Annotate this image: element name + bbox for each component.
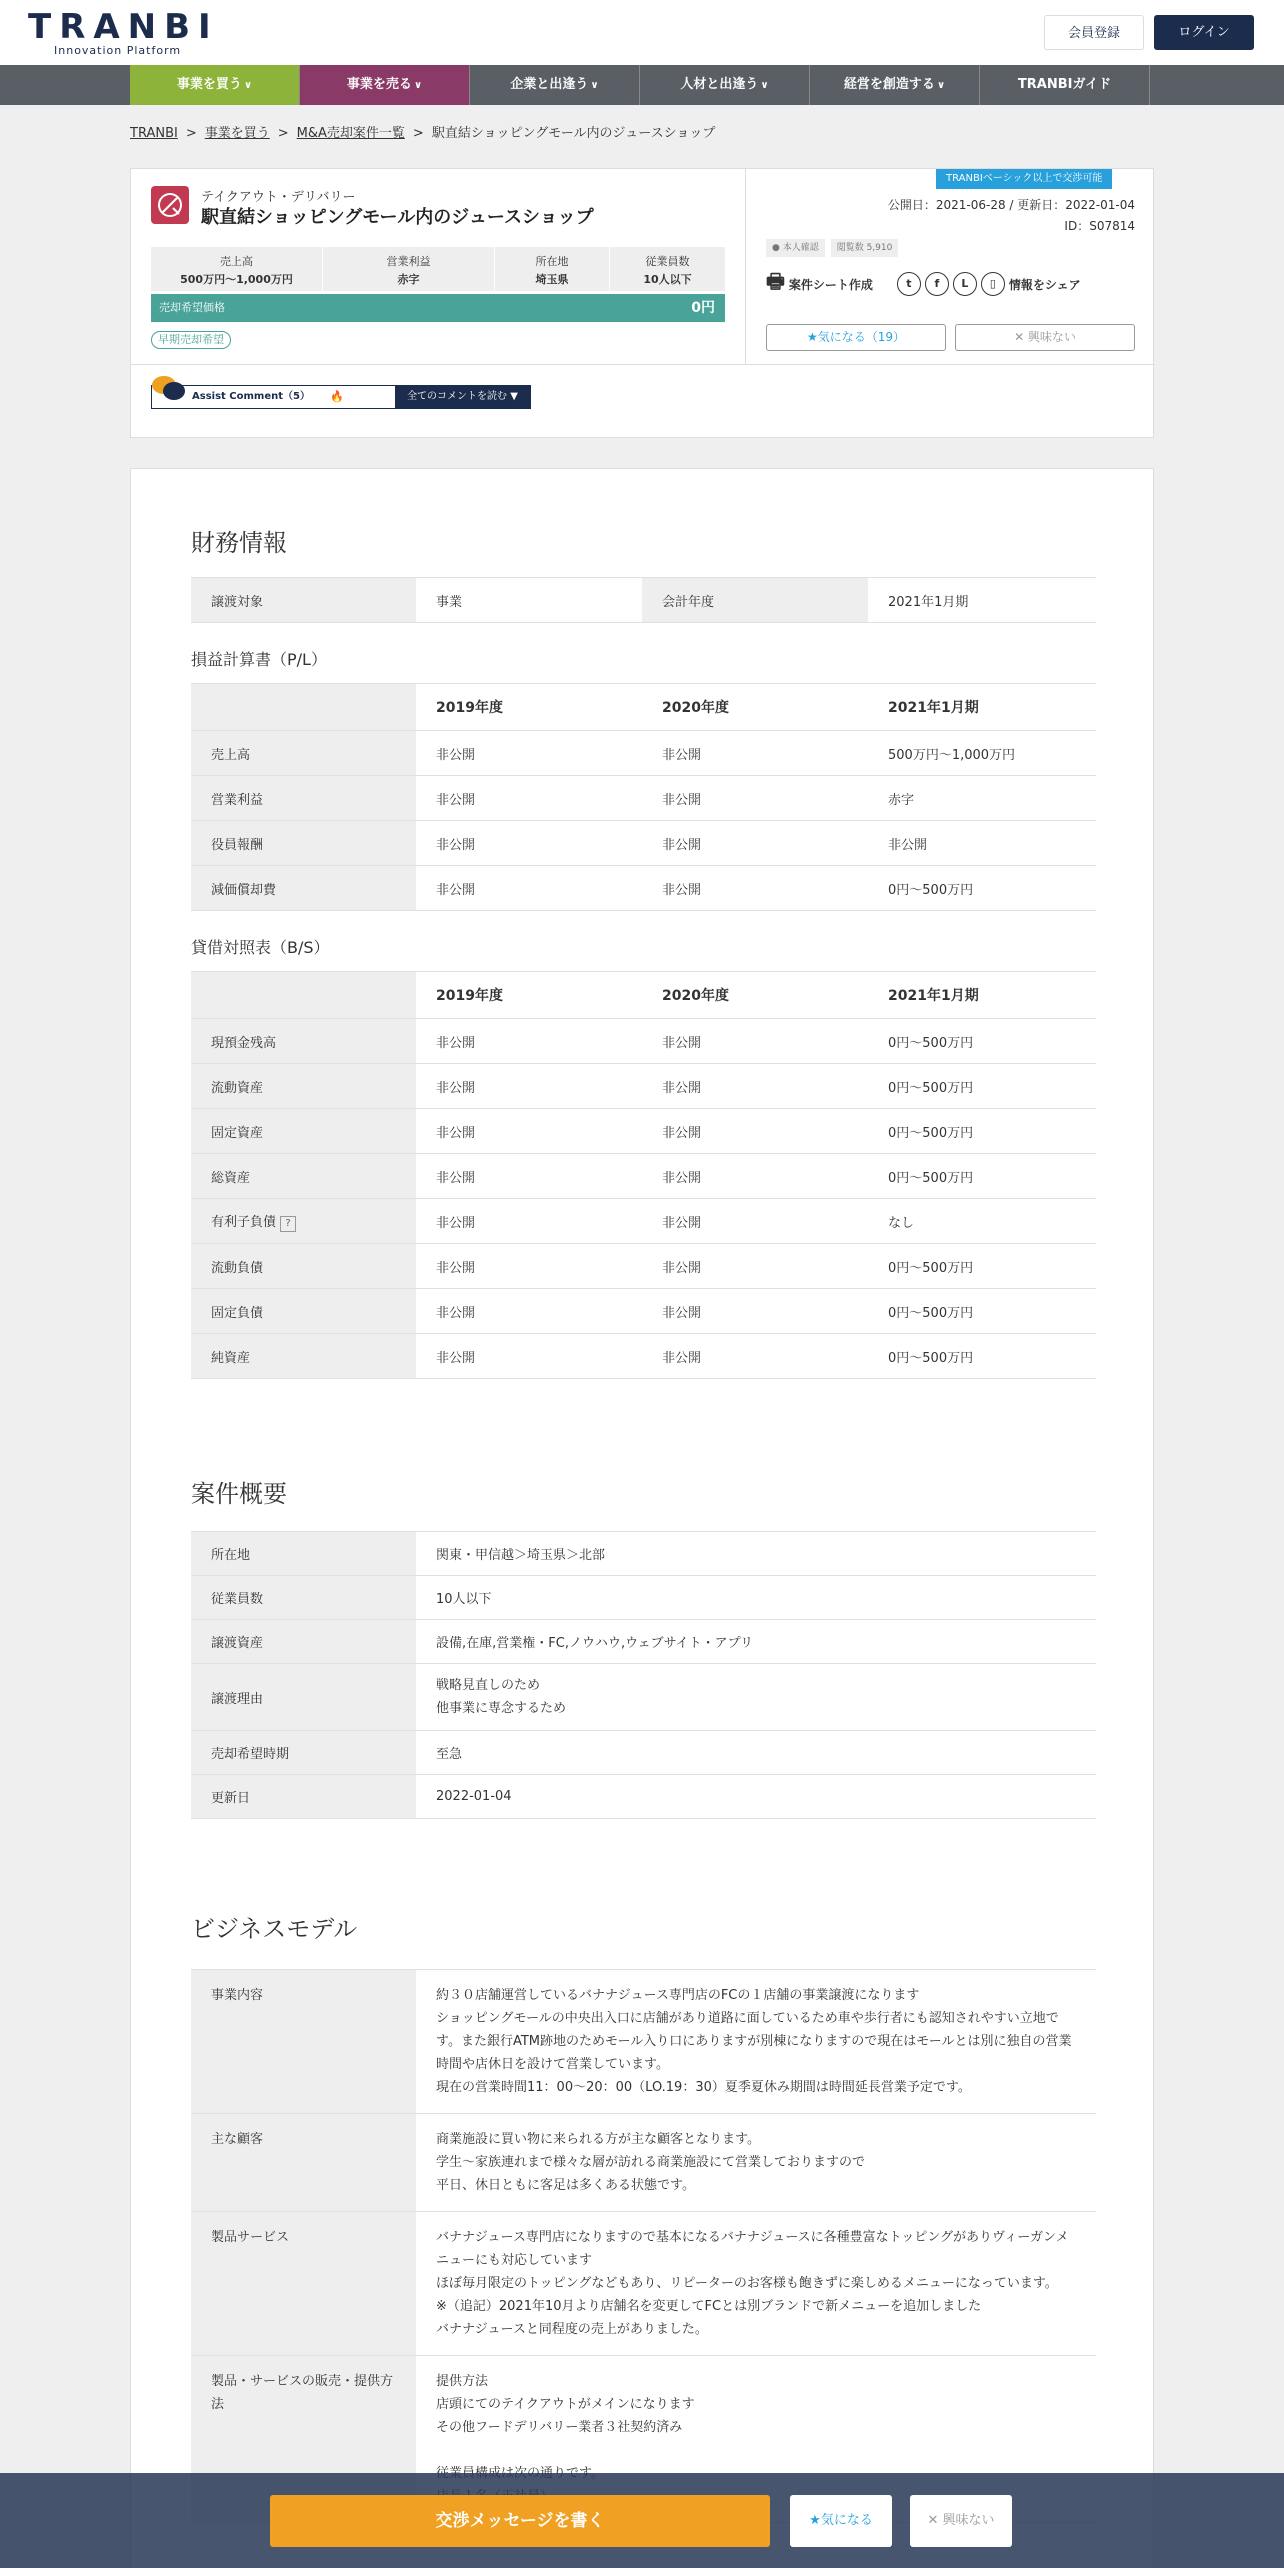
table-row (191, 1334, 1096, 1379)
table-row (191, 1664, 1096, 1731)
row-label: 主な顧客 (191, 2114, 416, 2212)
cell: 関東・甲信越＞埼玉県＞北部 (416, 1532, 1096, 1576)
cell: 設備,在庫,営業権・FC,ノウハウ,ウェブサイト・アプリ (416, 1620, 1096, 1664)
table-row (191, 1064, 1096, 1109)
global-nav (0, 65, 1284, 105)
row-label (191, 1199, 416, 1244)
cell: 非公開 (642, 1154, 868, 1199)
cell: 2022-01-04 (416, 1775, 1096, 1819)
tranbi-logo[interactable] (28, 8, 219, 56)
cell: 非公開 (642, 1289, 868, 1334)
nav-sell-label: 事業を売る (346, 77, 412, 92)
stat-value: 10人以下 (643, 273, 692, 286)
cell: 非公開 (642, 866, 868, 911)
listing-tags (766, 239, 898, 257)
business-model-section-title: ビジネスモデル (191, 1915, 358, 1943)
printer-icon[interactable]: 🖶 (766, 269, 785, 293)
cell: 0円〜500万円 (868, 1244, 1096, 1289)
fiscal-year-label: 会計年度 (642, 578, 868, 623)
nav-companies[interactable] (470, 65, 640, 105)
bottom-not-interested-button[interactable]: ✕ 興味ない (910, 2495, 1012, 2547)
table-row (191, 2212, 1096, 2356)
cell: 非公開 (416, 866, 642, 911)
table-row (191, 776, 1096, 821)
stat-value: 埼玉県 (535, 273, 569, 286)
bs-corner (191, 972, 416, 1019)
plan-badge: TRANBIベーシック以上で交渉可能 (936, 169, 1112, 189)
cell: 非公開 (416, 1334, 642, 1379)
cell: 0円〜500万円 (868, 1019, 1096, 1064)
pl-title: 損益計算書（P/L） (191, 650, 327, 669)
bs-col-2020: 2020年度 (642, 972, 868, 1019)
nav-guide-label: TRANBIガイド (1017, 77, 1112, 92)
row-label: 役員報酬 (191, 821, 416, 866)
row-label: 譲渡理由 (191, 1664, 416, 1731)
nav-buy-label: 事業を買う (176, 77, 242, 92)
row-label: 従業員数 (191, 1576, 416, 1620)
cell: 非公開 (642, 1064, 868, 1109)
row-label: 所在地 (191, 1532, 416, 1576)
row-label: 固定負債 (191, 1289, 416, 1334)
breadcrumb-buy[interactable]: 事業を買う (204, 126, 270, 141)
cell: 非公開 (642, 1244, 868, 1289)
cell: 戦略見直しのため 他事業に専念するため (416, 1664, 1096, 1731)
chevron-down-icon: ∨ (590, 80, 599, 91)
read-all-comments-button[interactable]: 全てのコメントを読む ▼ (395, 386, 530, 408)
help-icon[interactable]: ? (280, 1216, 296, 1232)
table-row (191, 731, 1096, 776)
cell: なし (868, 1199, 1096, 1244)
row-label: 流動資産 (191, 1064, 416, 1109)
cell: 赤字 (868, 776, 1096, 821)
overview-table (191, 1531, 1096, 1819)
breadcrumb-current: 駅直結ショッピングモール内のジュースショップ (431, 126, 716, 141)
favorite-button[interactable]: ★気になる（19） (766, 324, 946, 351)
cell: 非公開 (642, 731, 868, 776)
pl-col-2019: 2019年度 (416, 684, 642, 731)
login-button[interactable]: ログイン (1154, 15, 1254, 50)
cell: 非公開 (642, 1109, 868, 1154)
row-label: 営業利益 (191, 776, 416, 821)
row-label-text: 有利子負債 (211, 1214, 277, 1230)
table-row (191, 1154, 1096, 1199)
nav-talent-label: 人材と出逢う (680, 77, 759, 92)
row-label: 純資産 (191, 1334, 416, 1379)
row-label: 減価償却費 (191, 866, 416, 911)
row-label: 製品サービス (191, 2212, 416, 2356)
listing-detail-card (130, 468, 1154, 2568)
breadcrumb-home[interactable]: TRANBI (130, 126, 178, 141)
transfer-target-value: 事業 (416, 578, 642, 623)
cell: 0円〜500万円 (868, 1109, 1096, 1154)
chevron-down-icon: ∨ (936, 80, 946, 91)
asking-price-bar (151, 294, 725, 322)
write-negotiation-message-button[interactable]: 交渉メッセージを書く (270, 2495, 770, 2547)
share-row (766, 267, 1081, 301)
cell: 非公開 (416, 821, 642, 866)
cell: 非公開 (416, 1289, 642, 1334)
listing-category: テイクアウト・デリバリー (201, 190, 356, 205)
mobile-icon[interactable]: ▯ (981, 272, 1005, 296)
publish-update-dates: 公開日：2021-06-28 / 更新日：2022-01-04 (887, 198, 1135, 212)
bottom-favorite-button[interactable]: ★気になる (790, 2495, 892, 2547)
nav-guide[interactable] (980, 65, 1150, 105)
stat-label: 売上高 (220, 255, 253, 268)
fire-icon: 🔥 (330, 390, 344, 403)
row-label: 固定資産 (191, 1109, 416, 1154)
table-row (191, 1775, 1096, 1819)
twitter-icon[interactable]: t (897, 272, 921, 296)
nav-management-label: 経営を創造する (843, 77, 935, 92)
listing-summary-left (131, 169, 746, 365)
pl-table (191, 683, 1096, 911)
cell: 提供方法 店頭にてのテイクアウトがメインになります その他フードデリバリー業者３社契約済み (416, 2356, 1096, 2523)
listing-id: ID：S07814 (1064, 219, 1135, 233)
row-label: 総資産 (191, 1154, 416, 1199)
bs-col-2019: 2019年度 (416, 972, 642, 1019)
cell: 非公開 (416, 731, 642, 776)
verified-tag-label: 本人確認 (782, 243, 819, 253)
not-interested-button[interactable]: ✕ 興味ない (955, 324, 1135, 351)
row-label: 流動負債 (191, 1244, 416, 1289)
bs-col-2021: 2021年1月期 (868, 972, 1096, 1019)
cell: 非公開 (642, 821, 868, 866)
stat-sales (151, 247, 323, 291)
stat-location (495, 247, 610, 291)
table-row (191, 866, 1096, 911)
listing-summary-card (130, 168, 1154, 438)
cell: 0円〜500万円 (868, 1289, 1096, 1334)
cell: 0円〜500万円 (868, 1334, 1096, 1379)
cell: 0円〜500万円 (868, 1064, 1096, 1109)
cell: バナナジュース専門店になりますので基本になるバナナジュースに各種豊富なトッピングがありヴィーガンメニューにも対応しています ほぼ毎月限定のトッピングなどもあり、リピーターのお客様も飽きずに楽しめるメニューになっています。 ※（追記）2021年10月より店舗名を変更してFCとは別ブランドで新メニューを追加しました バナナジュースと同程度の売上がありました。 (416, 2212, 1096, 2356)
finance-section-title: 財務情報 (191, 529, 287, 557)
site-header (0, 0, 1284, 65)
table-row (191, 1244, 1096, 1289)
cell: 非公開 (642, 776, 868, 821)
stat-label: 所在地 (535, 255, 569, 268)
stat-label: 営業利益 (386, 255, 431, 268)
table-row (191, 1576, 1096, 1620)
cell: 非公開 (416, 1064, 642, 1109)
cell: 非公開 (642, 1199, 868, 1244)
comment-bubble-icon (150, 374, 186, 402)
pl-corner (191, 684, 416, 731)
person-icon: ● (772, 243, 783, 253)
listing-stats (151, 247, 725, 291)
chevron-down-icon: ∨ (243, 80, 253, 91)
chevron-down-icon: ∨ (760, 80, 769, 91)
stat-value: 赤字 (397, 273, 420, 286)
assist-comment-label: Assist Comment（5） (192, 391, 310, 402)
business-model-table (191, 1969, 1096, 2523)
listing-dates (888, 195, 1135, 237)
transfer-table (191, 577, 1096, 623)
cell: 非公開 (416, 1244, 642, 1289)
cell: 10人以下 (416, 1576, 1096, 1620)
row-label: 現預金残高 (191, 1019, 416, 1064)
category-icon (151, 186, 189, 224)
cell: 至急 (416, 1731, 1096, 1775)
table-row (191, 1199, 1096, 1244)
table-row (191, 1289, 1096, 1334)
nav-companies-label: 企業と出逢う (510, 77, 589, 92)
cell: 非公開 (416, 1109, 642, 1154)
fiscal-year-value: 2021年1月期 (868, 578, 1096, 623)
cell: 非公開 (642, 1019, 868, 1064)
create-sheet-link[interactable]: 案件シート作成 (788, 277, 873, 292)
table-row (191, 2114, 1096, 2212)
table-row (191, 1532, 1096, 1576)
table-row (191, 1970, 1096, 2114)
overview-section-title: 案件概要 (191, 1480, 287, 1508)
table-row (191, 1019, 1096, 1064)
asking-price-value: 0円 (691, 300, 715, 316)
stat-profit (323, 247, 495, 291)
row-label: 譲渡資産 (191, 1620, 416, 1664)
table-row (191, 821, 1096, 866)
views-tag: 閲覧数 5,910 (831, 239, 899, 257)
cell: 非公開 (416, 776, 642, 821)
bs-table (191, 971, 1096, 1379)
verified-tag (766, 239, 825, 257)
cell: 500万円〜1,000万円 (868, 731, 1096, 776)
table-row (191, 1109, 1096, 1154)
cell: 0円〜500万円 (868, 866, 1096, 911)
row-label: 事業内容 (191, 1970, 416, 2114)
register-button[interactable]: 会員登録 (1044, 15, 1144, 50)
cell: 非公開 (416, 1199, 642, 1244)
cell: 非公開 (868, 821, 1096, 866)
fixed-action-bar (0, 2473, 1284, 2568)
stat-value: 500万円〜1,000万円 (180, 273, 293, 286)
nav-buy[interactable] (130, 65, 300, 105)
listing-summary-right (746, 169, 1155, 365)
table-row (191, 1620, 1096, 1664)
nav-sell[interactable] (300, 65, 470, 105)
asking-price-label: 売却希望価格 (159, 301, 225, 314)
cell: 商業施設に買い物に来られる方が主な顧客となります。 学生～家族連れまで様々な層が訪れる商業施設にて営業しておりますので 平日、休日ともに客足は多くある状態です。 (416, 2114, 1096, 2212)
line-icon[interactable]: L (953, 272, 977, 296)
assist-comment-bar[interactable] (151, 385, 531, 409)
cell: 非公開 (416, 1019, 642, 1064)
row-label: 売却希望時期 (191, 1731, 416, 1775)
cell: 0円〜500万円 (868, 1154, 1096, 1199)
row-label: 更新日 (191, 1775, 416, 1819)
row-label: 売上高 (191, 731, 416, 776)
breadcrumb: TRANBI > 事業を買う > M&A売却案件一覧 > 駅直結ショッピングモール内のジュースショップ (130, 126, 716, 141)
stat-label: 従業員数 (645, 255, 690, 268)
cell: 非公開 (642, 1334, 868, 1379)
cell: 約３０店舗運営しているバナナジュース専門店のFCの１店舗の事業譲渡になります ショッピングモールの中央出入口に店舗があり道路に面しているため車や歩行者にも認知されやすい立地です。また銀行ATM跡地のためモール入り口にありますが別棟になりますので現在はモールとは別に独自の営業時間や店休日を設けて営業しています。 現在の営業時間11：00〜20：00（LO.19：30）夏季夏休み期間は時間延長営業予定です。 (416, 1970, 1096, 2114)
nav-management[interactable] (810, 65, 980, 105)
logo-text: TRANBI (28, 7, 219, 47)
listing-title: 駅直結ショッピングモール内のジュースショップ (201, 207, 594, 228)
share-label: 情報をシェア (1008, 277, 1081, 292)
chevron-down-icon: ∨ (413, 80, 423, 91)
cell: 非公開 (416, 1154, 642, 1199)
facebook-icon[interactable]: f (925, 272, 949, 296)
early-sale-badge: 早期売却希望 (151, 331, 231, 349)
bs-title: 貸借対照表（B/S） (191, 938, 330, 957)
logo-tagline: Innovation Platform (54, 44, 182, 57)
table-row (191, 1731, 1096, 1775)
transfer-target-label: 譲渡対象 (191, 578, 416, 623)
pl-col-2021: 2021年1月期 (868, 684, 1096, 731)
nav-talent[interactable] (640, 65, 810, 105)
stat-employees (610, 247, 725, 291)
row-label: 製品・サービスの販売・提供方法 (191, 2356, 416, 2523)
pl-col-2020: 2020年度 (642, 684, 868, 731)
breadcrumb-list[interactable]: M&A売却案件一覧 (296, 126, 405, 141)
